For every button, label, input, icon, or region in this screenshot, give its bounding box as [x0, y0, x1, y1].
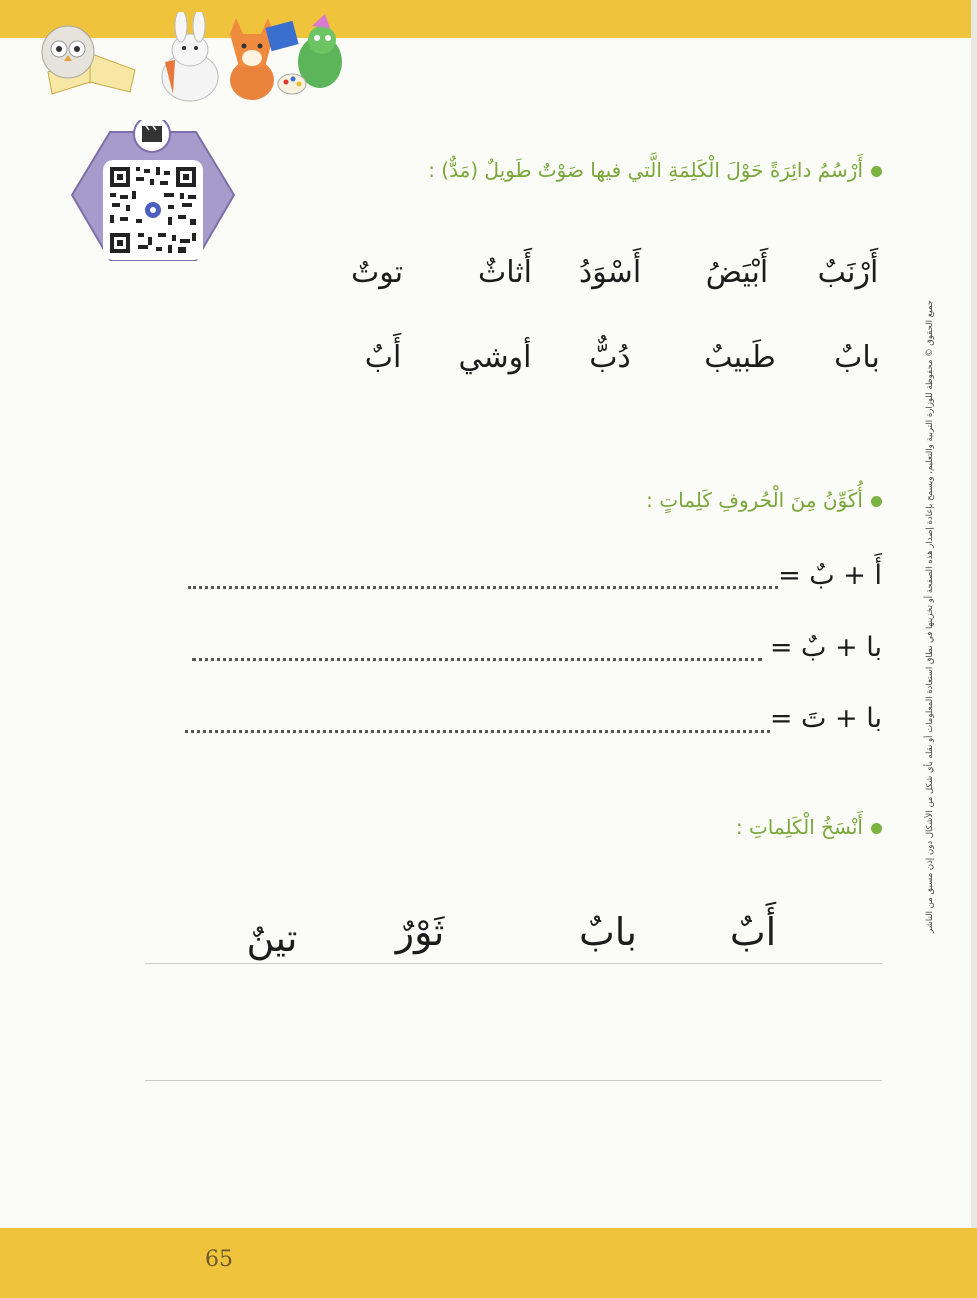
bullet-dot-icon — [871, 823, 882, 834]
word-option[interactable]: أوشي — [458, 340, 532, 375]
writing-line-1[interactable] — [145, 963, 882, 964]
owl-book-icon — [42, 26, 135, 94]
answer-line-1[interactable] — [188, 586, 778, 589]
word-option[interactable]: توتٌ — [350, 255, 404, 290]
dragon-palette-icon — [265, 14, 342, 94]
word-option[interactable]: أَرْنَبٌ — [817, 255, 879, 290]
page-number: 65 — [205, 1247, 233, 1272]
instruction-text: أُكَوِّنُ مِنَ الْحُروفِ كَلِماتٍ : — [646, 488, 863, 512]
word-option[interactable]: أَثاثٌ — [477, 255, 533, 290]
writing-line-2[interactable] — [145, 1080, 882, 1081]
word-option[interactable]: أَبٌ — [364, 340, 402, 375]
instruction-text: أَنْسَخُ الْكَلِماتِ : — [735, 815, 863, 839]
copy-word: ثَوْرٌ — [395, 910, 445, 954]
instruction-circle-long-vowel — [428, 158, 882, 182]
equation-1: أَ + بٌ = — [778, 560, 882, 591]
answer-line-3[interactable] — [185, 730, 770, 733]
bullet-dot-icon — [871, 496, 882, 507]
page-edge — [971, 0, 977, 1298]
clapperboard-icon — [142, 126, 162, 142]
word-option[interactable]: أَسْوَدُ — [578, 255, 642, 290]
word-option[interactable]: بابٌ — [834, 340, 880, 375]
word-option[interactable]: طَبيبٌ — [704, 340, 776, 375]
word-option[interactable]: أَبْيَضُ — [705, 255, 769, 290]
rabbit-icon — [162, 12, 218, 101]
copy-word: بابٌ — [579, 910, 637, 954]
answer-line-2[interactable] — [192, 658, 762, 661]
copy-word: أَبٌ — [729, 910, 777, 954]
equation-3: با + تَ = — [769, 703, 882, 734]
word-option[interactable]: دُبٌّ — [589, 340, 631, 375]
qr-badge[interactable] — [68, 120, 238, 274]
instruction-form-words — [646, 488, 882, 512]
instruction-copy-words — [736, 815, 882, 839]
instruction-text: أَرْسُمُ دائِرَةً حَوْلَ الْكَلِمَةِ الَّتي فيها صَوْتٌ طَويلٌ (مَدٌّ) : — [428, 158, 863, 182]
mascots-illustration — [30, 12, 350, 104]
equation-2: با + بٌ = — [769, 632, 882, 663]
bullet-dot-icon — [871, 166, 882, 177]
copyright-note: جميع الحقوق © محفوظة للوزارة التربية والتعليم، ويسمح بإعادة إصدار هذه الصفحة أو تخزينها في نطاق استعادة المعلومات أو نقله بأي شكل من الأشكال دون إذن مسبق من الناشر — [925, 300, 935, 933]
copy-word: تينٌ — [246, 916, 298, 960]
bottom-band — [0, 1228, 977, 1298]
